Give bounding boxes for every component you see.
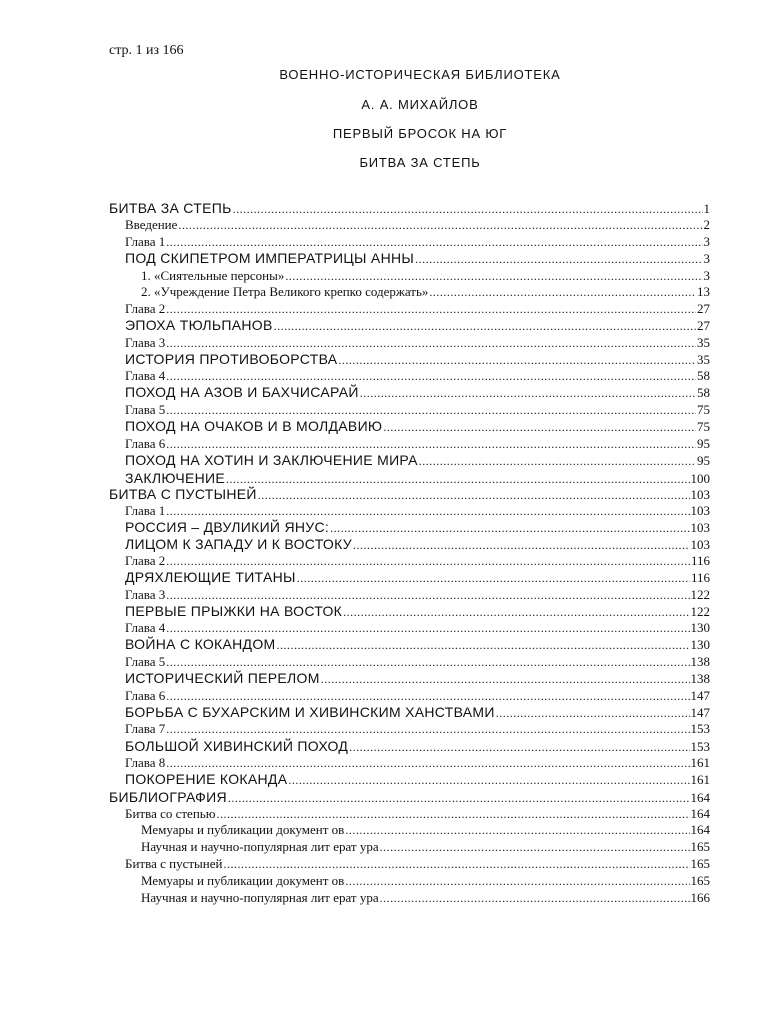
toc-entry[interactable] [141,822,710,839]
toc-entry[interactable] [125,503,710,520]
toc-entry[interactable] [125,603,710,620]
toc-entry-page: 116 [690,570,710,585]
toc-entry[interactable] [125,384,710,401]
toc-entry-label: Глава 1 [125,503,166,518]
toc-entry-label: Глава 5 [125,402,166,417]
toc-entry[interactable] [141,268,710,285]
toc-leader-dots [345,874,689,889]
toc-entry-label: ПОХОД НА ОЧАКОВ И В МОЛДАВИЮ [125,418,383,434]
toc-leader-dots [166,336,696,351]
toc-leader-dots [166,588,689,603]
toc-leader-dots [360,386,696,401]
toc-entry-label: БОЛЬШОЙ ХИВИНСКИЙ ПОХОД [125,738,349,754]
toc-entry-label: Глава 8 [125,755,166,770]
toc-entry-page: 153 [690,739,710,754]
toc-entry[interactable] [109,200,710,217]
toc-leader-dots [216,807,689,822]
toc-leader-dots [223,857,689,872]
toc-leader-dots [380,891,690,906]
toc-entry-page: 122 [690,587,710,602]
toc-entry-label: ЭПОХА ТЮЛЬПАНОВ [125,317,273,333]
toc-entry[interactable] [125,351,710,368]
toc-leader-dots [226,472,690,487]
toc-entry-label: 1. «Сиятельные персоны» [141,268,285,283]
toc-entry[interactable] [125,704,710,721]
toc-leader-dots [345,823,689,838]
toc-entry-label: Глава 1 [125,234,166,249]
toc-entry-page: 3 [703,234,710,249]
toc-entry[interactable] [125,755,710,772]
page-number: стр. 1 из 166 [109,43,184,58]
toc-entry-label: Глава 7 [125,721,166,736]
toc-entry-page: 75 [697,419,710,434]
toc-entry-page: 100 [690,471,710,486]
toc-entry[interactable] [125,234,710,251]
toc-entry[interactable] [125,636,710,653]
toc-entry-page: 138 [690,671,710,686]
toc-entry[interactable] [141,284,710,301]
toc-entry-label: Глава 6 [125,436,166,451]
toc-entry-page: 122 [690,604,710,619]
toc-leader-dots [297,571,690,586]
toc-entry-label: Глава 5 [125,654,166,669]
toc-entry-page: 35 [697,335,710,350]
toc-entry[interactable] [125,771,710,788]
toc-entry-label: БИТВА С ПУСТЫНЕЙ [109,486,257,502]
toc-entry[interactable] [125,806,710,823]
toc-leader-dots [166,689,689,704]
toc-entry-page: 116 [690,553,710,568]
toc-entry-label: ВОЙНА С КОКАНДОМ [125,636,276,652]
toc-entry-label: Битва с пустыней [125,856,223,871]
toc-leader-dots [321,672,690,687]
toc-leader-dots [496,706,690,721]
toc-entry-page: 2 [703,217,710,232]
toc-entry-label: Глава 2 [125,553,166,568]
toc-entry-page: 164 [690,806,710,821]
toc-entry[interactable] [125,217,710,234]
toc-entry[interactable] [125,553,710,570]
toc-entry-label: Глава 2 [125,301,166,316]
toc-leader-dots [338,353,696,368]
toc-entry-page: 103 [690,520,710,535]
toc-entry[interactable] [125,856,710,873]
toc-entry-page: 161 [690,755,710,770]
toc-entry[interactable] [109,789,710,806]
toc-leader-dots [166,554,690,569]
toc-entry-label: БОРЬБА С БУХАРСКИМ И ХИВИНСКИМ ХАНСТВАМИ [125,704,495,720]
toc-entry-label: ПОКОРЕНИЕ КОКАНДА [125,771,288,787]
toc-entry[interactable] [125,721,710,738]
toc-leader-dots [258,488,690,503]
toc-entry-page: 3 [703,268,710,283]
toc-entry-label: 2. «Учреждение Петра Великого крепко содержать» [141,284,429,299]
toc-entry[interactable] [125,587,710,604]
toc-entry[interactable] [141,839,710,856]
toc-entry-label: Глава 6 [125,688,166,703]
toc-leader-dots [343,605,689,620]
toc-leader-dots [166,302,696,317]
toc-entry-page: 164 [690,790,710,805]
toc-entry-page: 3 [703,251,710,266]
toc-entry-label: Мемуары и публикации документ ов [141,873,345,888]
toc-leader-dots [353,538,690,553]
toc-entry-page: 147 [690,705,710,720]
toc-entry-page: 153 [690,721,710,736]
toc-leader-dots [166,235,702,250]
toc-entry-page: 103 [690,503,710,518]
toc-entry[interactable] [125,470,710,487]
toc-entry-page: 1 [703,201,710,216]
toc-entry-page: 147 [690,688,710,703]
toc-entry-page: 27 [697,301,710,316]
toc-entry[interactable] [125,519,710,536]
toc-entry[interactable] [125,654,710,671]
toc-entry-page: 13 [697,284,710,299]
toc-entry-page: 165 [690,873,710,888]
toc-entry[interactable] [125,688,710,705]
toc-entry[interactable] [141,873,710,890]
toc-entry-label: ПОД СКИПЕТРОМ ИМПЕРАТРИЦЫ АННЫ [125,250,415,266]
toc-leader-dots [429,285,696,300]
toc-entry-page: 103 [690,537,710,552]
toc-entry-label: Научная и научно-популярная лит ерат ура [141,890,379,905]
toc-leader-dots [166,369,696,384]
toc-entry-label: Введение [125,217,178,232]
toc-entry-page: 165 [690,856,710,871]
toc-leader-dots [166,504,689,519]
toc-entry[interactable] [125,452,710,469]
toc-entry-page: 95 [697,436,710,451]
toc-leader-dots [233,202,703,217]
toc-entry-label: Глава 3 [125,335,166,350]
toc-leader-dots [166,722,689,737]
toc-leader-dots [166,437,696,452]
toc-leader-dots [166,655,689,670]
author-name: А. А. МИХАЙЛОВ [361,97,479,112]
toc-leader-dots [349,740,689,755]
toc-entry-page: 58 [697,368,710,383]
toc-leader-dots [277,638,690,653]
toc-entry[interactable] [125,368,710,385]
toc-entry-label: ПОХОД НА ХОТИН И ЗАКЛЮЧЕНИЕ МИРА [125,452,418,468]
toc-entry[interactable] [125,569,710,586]
toc-entry-page: 27 [697,318,710,333]
toc-entry[interactable] [141,890,710,907]
toc-entry-page: 130 [690,620,710,635]
toc-leader-dots [419,454,696,469]
book-subtitle: БИТВА ЗА СТЕПЬ [359,155,481,170]
toc-entry-label: Глава 4 [125,620,166,635]
toc-leader-dots [178,218,702,233]
toc-entry-page: 165 [690,839,710,854]
toc-entry-label: БИБЛИОГРАФИЯ [109,789,227,805]
toc-leader-dots [383,420,696,435]
toc-entry[interactable] [125,317,710,334]
toc-entry-page: 58 [697,385,710,400]
toc-entry-label: ЗАКЛЮЧЕНИЕ [125,470,225,486]
toc-entry-page: 75 [697,402,710,417]
toc-entry-label: ИСТОРИЧЕСКИЙ ПЕРЕЛОМ [125,670,320,686]
toc-entry[interactable] [125,738,710,755]
toc-leader-dots [166,621,689,636]
toc-leader-dots [166,403,696,418]
toc-leader-dots [380,840,690,855]
toc-entry-label: ИСТОРИЯ ПРОТИВОБОРСТВА [125,351,338,367]
toc-entry-page: 166 [690,890,710,905]
toc-entry[interactable] [125,670,710,687]
toc-entry-page: 164 [690,822,710,837]
toc-leader-dots [285,269,702,284]
toc-leader-dots [166,756,689,771]
toc-entry-page: 95 [697,453,710,468]
toc-entry[interactable] [125,301,710,318]
toc-entry-label: ПЕРВЫЕ ПРЫЖКИ НА ВОСТОК [125,603,343,619]
toc-entry[interactable] [125,418,710,435]
toc-entry-page: 130 [690,637,710,652]
toc-leader-dots [415,252,702,267]
toc-entry[interactable] [125,402,710,419]
toc-entry-label: Битва со степью [125,806,216,821]
book-title: ПЕРВЫЙ БРОСОК НА ЮГ [332,126,508,141]
toc-leader-dots [228,791,690,806]
toc-entry-label: Глава 3 [125,587,166,602]
toc-entry-label: Научная и научно-популярная лит ерат ура [141,839,379,854]
toc-entry-label: Мемуары и публикации документ ов [141,822,345,837]
toc-entry[interactable] [125,335,710,352]
toc-leader-dots [330,521,689,536]
toc-leader-dots [274,319,696,334]
toc-entry[interactable] [125,620,710,637]
toc-entry-label: ЛИЦОМ К ЗАПАДУ И К ВОСТОКУ [125,536,352,552]
toc-entry-label: ДРЯХЛЕЮЩИЕ ТИТАНЫ [125,569,296,585]
toc-entry-label: РОССИЯ – ДВУЛИКИЙ ЯНУС: [125,519,330,535]
toc-entry[interactable] [125,436,710,453]
library-title: ВОЕННО-ИСТОРИЧЕСКАЯ БИБЛИОТЕКА [279,67,561,82]
toc-entry-page: 161 [690,772,710,787]
toc-entry-label: ПОХОД НА АЗОВ И БАХЧИСАРАЙ [125,384,359,400]
toc-entry-page: 138 [690,654,710,669]
toc-entry[interactable] [125,250,710,267]
toc-entry[interactable] [125,536,710,553]
toc-entry-label: БИТВА ЗА СТЕПЬ [109,200,232,216]
toc-leader-dots [288,773,689,788]
toc-entry-page: 35 [697,352,710,367]
toc-entry-label: Глава 4 [125,368,166,383]
toc-entry-page: 103 [690,487,710,502]
toc-entry[interactable] [109,486,710,503]
